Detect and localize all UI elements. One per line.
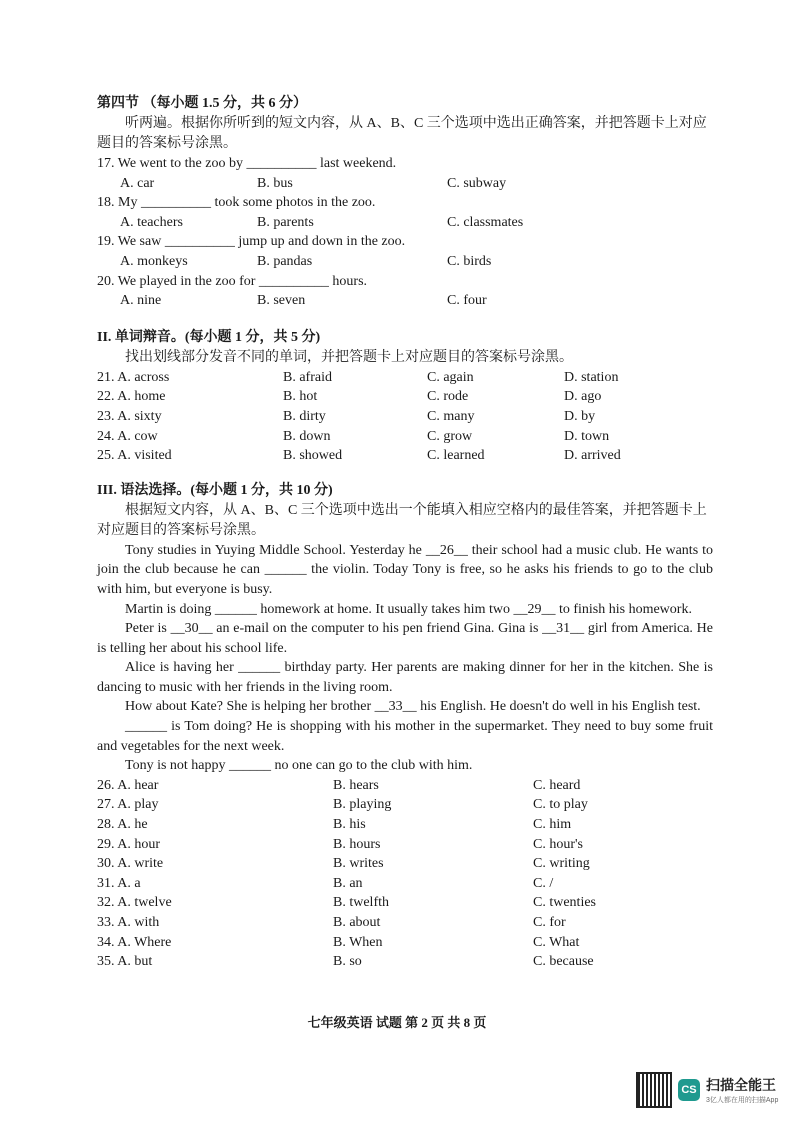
grammar-option-row	[97, 913, 713, 933]
question-stem: 18. My __________ took some photos in the zoo.	[97, 195, 376, 211]
option-b: B. playing	[333, 797, 392, 813]
option-a: A. monkeys	[120, 253, 188, 269]
passage-paragraph: Tony is not happy ______ no one can go to the club with him.	[125, 758, 473, 774]
option-b: B. twelfth	[333, 895, 389, 911]
exam-page	[97, 93, 713, 972]
phonetics-row	[97, 407, 713, 427]
camscanner-logo: CS	[678, 1079, 700, 1101]
qr-code-icon	[636, 1072, 672, 1108]
option-b: B. afraid	[283, 369, 332, 385]
section2-instruction: 找出划线部分发音不同的单词，并把答题卡上对应题目的答案标号涂黑。	[125, 349, 573, 365]
passage-paragraph: Martin is doing ______ homework at home. It usually takes him two __29__ to finish his homework.	[125, 601, 692, 617]
option-c: C. grow	[427, 428, 473, 444]
option-b: B. seven	[257, 293, 306, 309]
option-b: B. showed	[283, 448, 343, 464]
option-c: C. to play	[533, 797, 588, 813]
option-c: C. What	[533, 934, 580, 950]
option-c: C. twenties	[533, 895, 596, 911]
option-c: C. many	[427, 408, 475, 424]
option-b: B. bus	[257, 175, 293, 191]
watermark-text	[706, 1075, 778, 1105]
option-a: 34. A. Where	[97, 934, 172, 950]
option-a: A. car	[120, 175, 155, 191]
option-b: B. hours	[333, 836, 381, 852]
option-c: C. four	[447, 293, 487, 309]
option-d: D. ago	[564, 389, 602, 405]
option-row	[97, 291, 713, 311]
grammar-option-row	[97, 795, 713, 815]
option-a: 35. A. but	[97, 954, 153, 970]
option-d: D. by	[564, 408, 596, 424]
passage-paragraph: Peter is __30__ an e-mail on the computer to his pen friend Gina. Gina is __31__ girl from America. He is telling her about his school life.	[97, 621, 713, 656]
option-b: B. writes	[333, 856, 384, 872]
option-a: 24. A. cow	[97, 428, 158, 444]
passage-paragraph: Tony studies in Yuying Middle School. Yesterday he __26__ their school had a music club. He wants to join the club because he can ______ the violin. Today Tony is free, so he asks his friends to go to the club with him, but everyone is busy.	[97, 542, 713, 597]
phonetics-row	[97, 427, 713, 447]
option-c: C. /	[533, 875, 554, 891]
option-b: B. hears	[333, 777, 379, 793]
listening-question	[97, 154, 713, 193]
passage-paragraph: ______ is Tom doing? He is shopping with his mother in the supermarket. They need to buy some fruit and vegetables for the next week.	[97, 719, 713, 754]
option-b: B. down	[283, 428, 331, 444]
option-b: B. so	[333, 954, 362, 970]
option-c: C. writing	[533, 856, 590, 872]
option-a: A. nine	[120, 293, 162, 309]
option-c: C. again	[427, 369, 474, 385]
section4-instruction: 听两遍。根据你所听到的短文内容，从 A、B、C 三个选项中选出正确答案，并把答题卡上对应题目的答案标号涂黑。	[97, 116, 707, 151]
passage-paragraph: How about Kate? She is helping her brother __33__ his English. He doesn't do well in his English test.	[125, 699, 701, 715]
option-b: B. pandas	[257, 253, 313, 269]
option-c: C. learned	[427, 448, 485, 464]
option-c: C. heard	[533, 777, 581, 793]
option-a: 29. A. hour	[97, 836, 160, 852]
watermark-name: 扫描全能王	[706, 1077, 776, 1093]
option-d: D. arrived	[564, 448, 621, 464]
option-b: B. his	[333, 817, 366, 833]
option-c: C. hour's	[533, 836, 583, 852]
option-d: D. station	[564, 369, 619, 385]
option-a: A. teachers	[120, 214, 183, 230]
option-row	[97, 213, 713, 233]
grammar-option-row	[97, 776, 713, 796]
option-a: 23. A. sixty	[97, 408, 162, 424]
grammar-option-row	[97, 815, 713, 835]
grammar-option-row	[97, 933, 713, 953]
page-footer: 七年级英语 试题 第 2 页 共 8 页	[307, 1015, 487, 1030]
grammar-option-row	[97, 874, 713, 894]
option-b: B. an	[333, 875, 363, 891]
listening-question	[97, 272, 713, 311]
option-b: B. about	[333, 915, 381, 930]
option-a: 22. A. home	[97, 389, 166, 405]
phonetics-row	[97, 368, 713, 388]
section4-header: 第四节 （每小题 1.5 分，共 6 分）	[97, 96, 307, 111]
option-a: 28. A. he	[97, 817, 148, 833]
listening-question	[97, 193, 713, 232]
option-a: 25. A. visited	[97, 448, 172, 464]
option-a: 32. A. twelve	[97, 895, 172, 911]
option-c: C. rode	[427, 389, 469, 405]
option-a: 21. A. across	[97, 369, 170, 385]
option-a: 27. A. play	[97, 797, 159, 813]
option-b: B. dirty	[283, 408, 326, 424]
section2-header: II. 单词辩音。(每小题 1 分，共 5 分)	[97, 329, 321, 345]
option-b: B. hot	[283, 389, 318, 405]
question-stem: 19. We saw __________ jump up and down in the zoo.	[97, 234, 406, 250]
option-row	[97, 252, 713, 272]
option-c: C. because	[533, 954, 594, 970]
section3-instruction: 根据短文内容，从 A、B、C 三个选项中选出一个能填入相应空格内的最佳答案，并把答题卡上对应题目的答案标号涂黑。	[97, 502, 707, 538]
phonetics-row	[97, 446, 713, 466]
option-b: B. When	[333, 934, 383, 950]
grammar-option-row	[97, 854, 713, 874]
option-a: 30. A. write	[97, 856, 164, 872]
option-a: 26. A. hear	[97, 777, 159, 793]
passage-paragraph: Alice is having her ______ birthday party. Her parents are making dinner for her in the kitchen. She is dancing to music with her friends in the living room.	[97, 660, 713, 695]
section3-header: III. 语法选择。(每小题 1 分，共 10 分)	[97, 482, 333, 498]
question-stem: 17. We went to the zoo by __________ last weekend.	[97, 156, 397, 171]
option-c: C. classmates	[447, 214, 524, 230]
question-stem: 20. We played in the zoo for __________ hours.	[97, 273, 368, 289]
option-a: 31. A. a	[97, 875, 141, 891]
listening-question	[97, 232, 713, 271]
option-c: C. subway	[447, 175, 507, 191]
grammar-option-row	[97, 835, 713, 855]
grammar-option-row	[97, 952, 713, 972]
watermark-tagline: 3亿人都在用的扫描App	[706, 1097, 779, 1104]
option-c: C. for	[533, 915, 566, 930]
scanner-watermark	[636, 1072, 778, 1108]
option-c: C. birds	[447, 253, 492, 269]
option-d: D. town	[564, 428, 610, 444]
option-b: B. parents	[257, 214, 314, 230]
option-a: 33. A. with	[97, 915, 160, 930]
option-row	[97, 174, 713, 194]
option-c: C. him	[533, 817, 572, 833]
phonetics-row	[97, 387, 713, 407]
grammar-option-row	[97, 893, 713, 913]
